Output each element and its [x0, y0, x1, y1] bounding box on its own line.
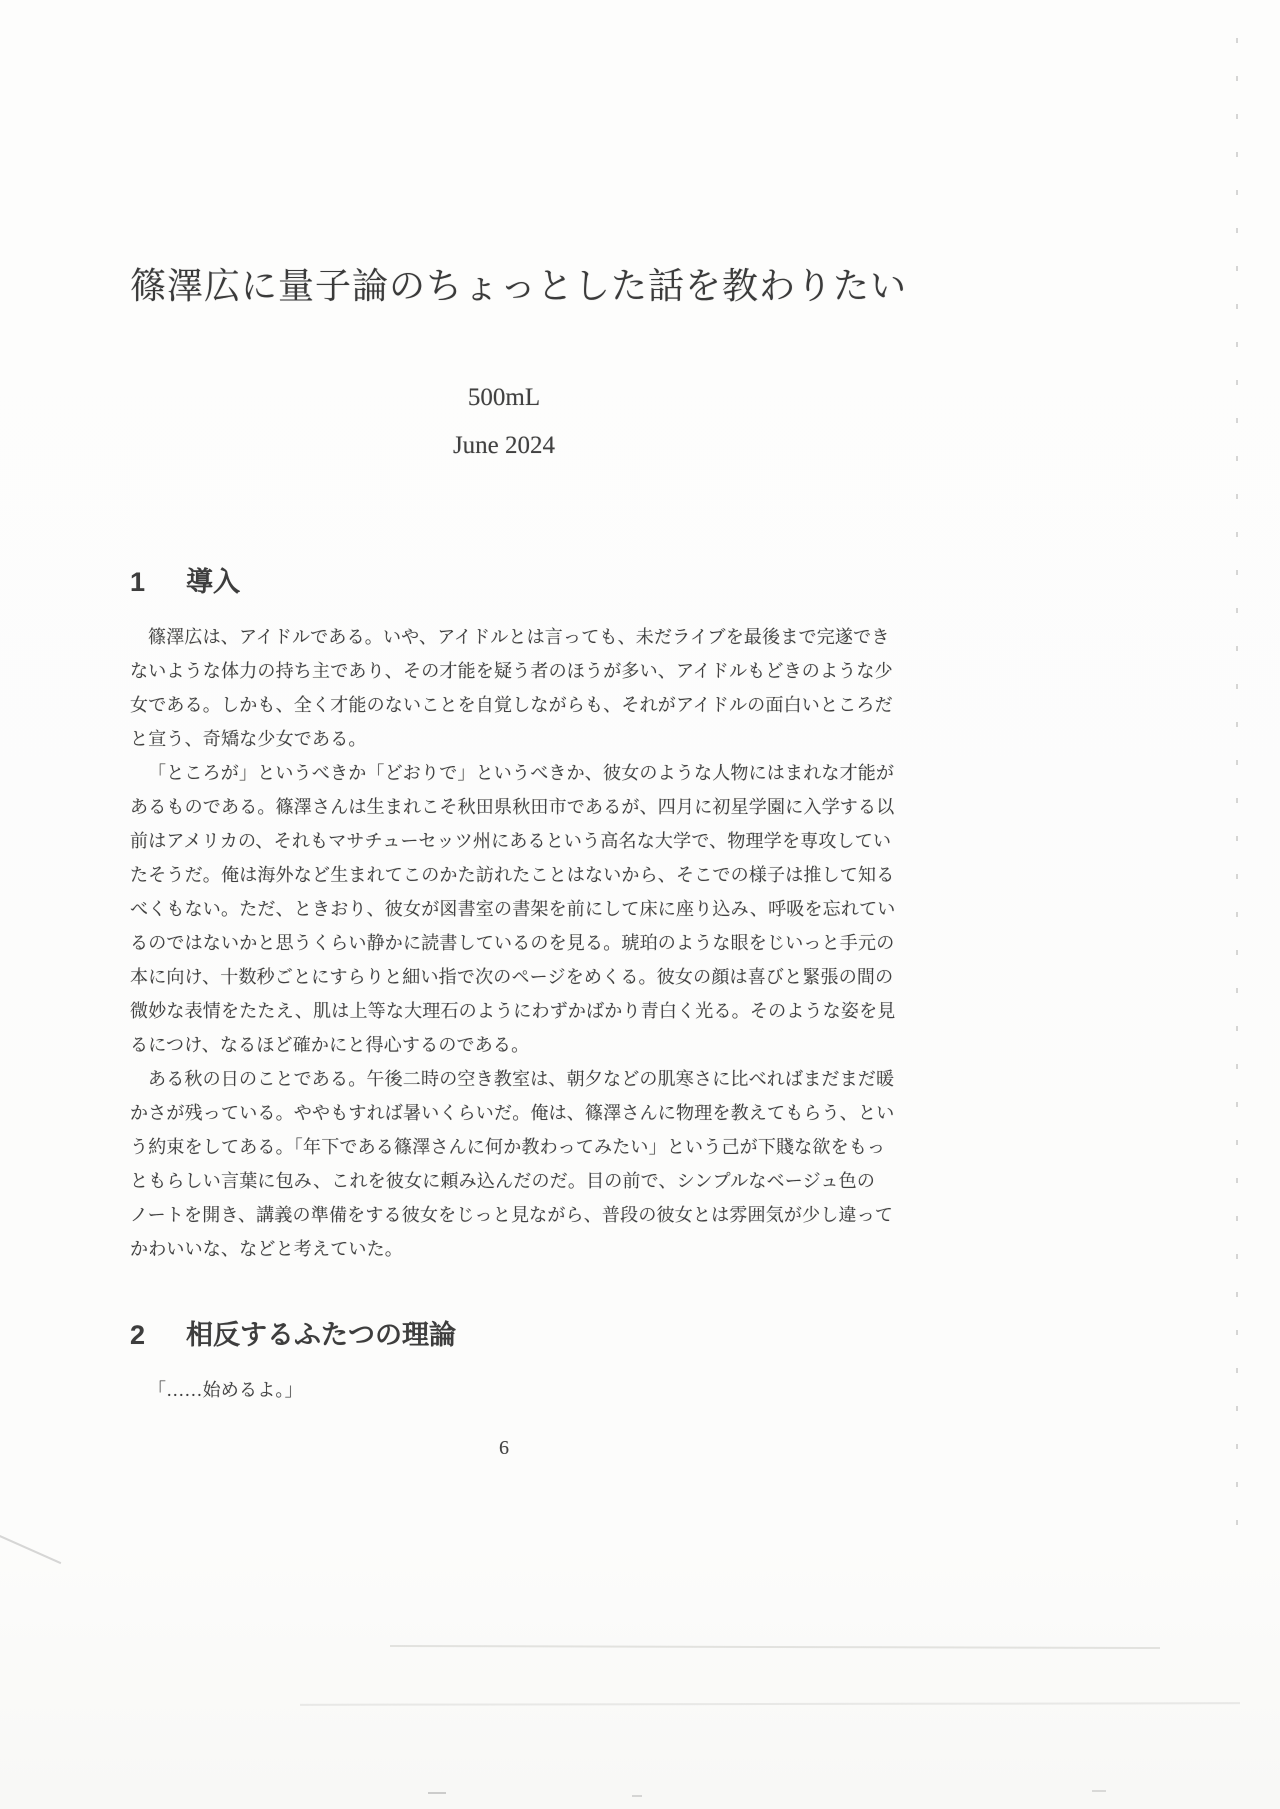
scan-artifact-mark: [632, 1795, 642, 1797]
scan-artifact-scratch: [0, 1534, 61, 1564]
text-line: 篠澤広は、アイドルである。いや、アイドルとは言っても、未だライブを最後まで完遂でき: [148, 627, 890, 647]
text-line: ノートを開き、講義の準備をする彼女をじっと見ながら、普段の彼女とは雰囲気が少し違って: [130, 1205, 894, 1225]
text-line: 女である。しかも、全く才能のないことを自覚しながらも、それがアイドルの面白いところだ: [130, 695, 893, 715]
document-date: June 2024: [452, 432, 556, 459]
text-line: かさが残っている。ややもすれば暑いくらいだ。俺は、篠澤さんに物理を教えてもらう、とい: [130, 1103, 895, 1123]
text-line: ないような体力の持ち主であり、その才能を疑う者のほうが多い、アイドルもどきのような少: [130, 661, 893, 681]
section-title: 相反するふたつの理論: [186, 1320, 456, 1350]
text-line: あるものである。篠澤さんは生まれこそ秋田県秋田市であるが、四月に初星学園に入学する以: [130, 797, 895, 817]
text-line: ともらしい言葉に包み、これを彼女に頼み込んだのだ。目の前で、シンプルなベージュ色の: [130, 1171, 876, 1191]
text-line: と宣う、奇矯な少女である。: [130, 729, 367, 749]
scan-artifact-mark: [428, 1792, 446, 1794]
text-line: かわいいな、などと考えていた。: [130, 1239, 403, 1259]
page-number: 6: [499, 1437, 509, 1459]
document-author: 500mL: [467, 384, 541, 411]
paragraph: [130, 756, 896, 1062]
document-title: 篠澤広に量子論のちょっとした話を教わりたい: [130, 266, 908, 306]
scan-artifact-streak: [390, 1645, 1160, 1649]
text-line: るのではないかと思うくらい静かに読書しているのを見る。琥珀のような眼をじいっと手元の: [130, 933, 895, 953]
scan-artifact-streak: [300, 1702, 1240, 1706]
text-line: べくもない。ただ、ときおり、彼女が図書室の書架を前にして床に座り込み、呼吸を忘れてい: [130, 899, 896, 919]
paragraph: [130, 1373, 878, 1407]
section-heading: [130, 560, 878, 604]
document-body: [130, 513, 896, 1407]
section-heading: [130, 1313, 878, 1357]
text-line: 「ところが」というべきか「どおりで」というべきか、彼女のような人物にはまれな才能が: [148, 763, 895, 783]
text-line: 微妙な表情をたたえ、肌は上等な大理石のようにわずかばかり青白く光る。そのような姿を見: [130, 1001, 896, 1021]
section-title: 導入: [186, 567, 240, 597]
scan-artifact-mark: [1092, 1790, 1106, 1792]
text-line: う約束をしてある。「年下である篠澤さんに何か教わってみたい」という己が下賤な欲をもっ: [130, 1137, 886, 1157]
text-line: 「……始めるよ。」: [148, 1380, 303, 1400]
text-line: 本に向け、十数秒ごとにすらりと細い指で次のページをめくる。彼女の顔は喜びと緊張の間の: [130, 967, 894, 987]
text-line: るにつけ、なるほど確かにと得心するのである。: [130, 1035, 530, 1055]
section-number: 1: [130, 567, 146, 597]
scan-artifact-edge-dots: [1236, 38, 1238, 1538]
paragraph: [130, 620, 893, 756]
text-line: 前はアメリカの、それもマサチューセッツ州にあるという高名な大学で、物理学を専攻してい: [130, 831, 892, 851]
text-line: ある秋の日のことである。午後二時の空き教室は、朝夕などの肌寒さに比べればまだまだ暖: [148, 1069, 895, 1089]
section-number: 2: [130, 1320, 146, 1350]
paragraph: [130, 1062, 895, 1266]
text-line: たそうだ。俺は海外など生まれてこのかた訪れたことはないから、そこでの様子は推して知る: [130, 865, 895, 885]
